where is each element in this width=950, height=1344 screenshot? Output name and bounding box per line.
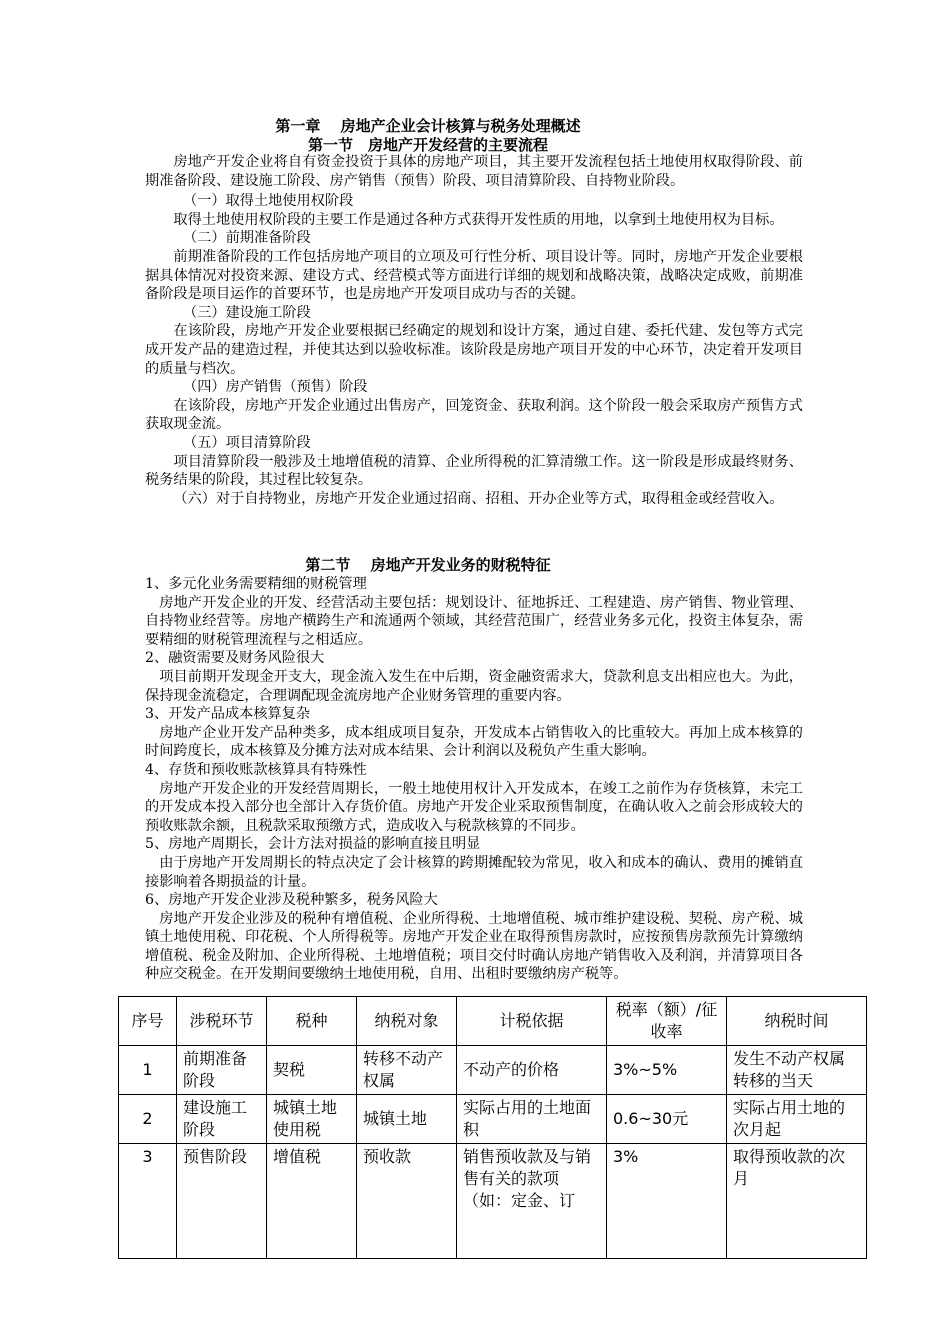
table-header-cell: 计税依据 [457,997,607,1046]
feature-heading: 2、融资需要及财务风险很大 [145,650,325,667]
table-cell: 城镇土地 [357,1095,457,1144]
table-header-cell: 涉税环节 [177,997,267,1046]
stage-6-text: （六）对于自持物业，房地产开发企业通过招商、招租、开办企业等方式，取得租金或经营收入。 [173,490,784,507]
section-2-body [145,575,803,984]
table-cell [727,1144,867,1259]
table-header-cell: 税率（额）/征收率 [607,997,727,1046]
table-header-cell: 纳税时间 [727,997,867,1046]
table-cell [607,1144,727,1259]
feature-text: 由于房地产开发周期长的特点决定了会计核算的跨期摊配较为常见，收入和成本的确认、费用的摊销直接影响着各期损益的计量。 [145,854,803,890]
table-cell: 前期准备阶段 [177,1046,267,1095]
section-2-title: 第二节 房地产开发业务的财税特征 [305,556,551,574]
table-cell: 不动产的价格 [457,1046,607,1095]
feature-heading: 5、房地产周期长，会计方法对损益的影响直接且明显 [145,836,481,853]
table-cell: 转移不动产权属 [357,1046,457,1095]
stage-heading: （一）取得土地使用权阶段 [183,193,354,210]
feature-text: 房地产开发企业的开发、经营活动主要包括：规划设计、征地拆迁、工程建造、房产销售、物业管理、自持物业经营等。房地产横跨生产和流通两个领域，其经营范围广，经营业务多元化，投资主体复杂，需要精细的财税管理流程与之相适应。 [145,594,803,648]
stage-heading: （五）项目清算阶段 [183,434,311,451]
stage-heading: （三）建设施工阶段 [183,304,311,321]
table-cell: 2 [119,1095,177,1144]
feature-text: 房地产开发企业涉及的税种有增值税、企业所得税、土地增值税、城市维护建设税、契税、房产税、城镇土地使用税、印花税、个人所得税等。房地产开发企业在取得预售房款时，应按预售房款预先计算缴纳增值税、税金及附加、企业所得税、土地增值税；项目交付时确认房地产销售收入及利润，并清算项目各种应交税金。在开发期间要缴纳土地使用税，自用、出租时要缴纳房产税等。 [145,910,803,983]
table-cell-text: 预售阶段 [183,1147,248,1166]
chapter-title: 第一章 房地产企业会计核算与税务处理概述 [275,117,581,135]
feature-text: 项目前期开发现金开支大，现金流入发生在中后期，资金融资需求大，贷款利息支出相应也大。为此，保持现金流稳定，合理调配现金流房地产企业财务管理的重要内容。 [145,668,803,704]
table-cell-text: 取得预收款的次月 [733,1147,846,1188]
table-cell [457,1144,607,1259]
tax-table [118,996,867,1259]
table-cell [177,1144,267,1259]
stage-text: 在该阶段，房地产开发企业要根据已经确定的规划和设计方案，通过自建、委托代建、发包等方式完成开发产品的建造过程，并使其达到以验收标准。该阶段是房地产项目开发的中心环节，决定着开发项目的质量与档次。 [145,323,803,377]
table-row [119,1144,867,1259]
table-header-cell: 纳税对象 [357,997,457,1046]
table-cell-text: 预收款 [363,1147,412,1166]
feature-text: 房地产开发企业的开发经营周期长，一般土地使用权计入开发成本，在竣工之前作为存货核算，未完工的开发成本投入部分也全部计入存货价值。房地产开发企业采取预售制度，在确认收入之前会形成较大的预收账款余额，且税款采取预缴方式，造成收入与税款核算的不同步。 [145,780,803,834]
stage-text: 取得土地使用权阶段的主要工作是通过各种方式获得开发性质的用地，以拿到土地使用权为目标。 [173,211,784,228]
table-cell-text: 销售预收款及与销售有关的款项（如：定金、订 [463,1147,592,1210]
table-cell: 实际占用土地的次月起 [727,1095,867,1144]
table-row [119,1095,867,1144]
table-header-row [119,997,867,1046]
table-cell: 1 [119,1046,177,1095]
table-cell: 3%~5% [607,1046,727,1095]
stage-heading: （二）前期准备阶段 [183,230,311,247]
feature-heading: 3、开发产品成本核算复杂 [145,706,311,723]
section-1-intro: 房地产开发企业将自有资金投资于具体的房地产项目，其主要开发流程包括土地使用权取得阶段、前期准备阶段、建设施工阶段、房产销售（预售）阶段、项目清算阶段、自持物业阶段。 [145,154,803,189]
table-cell-text: 增值税 [273,1147,322,1166]
table-header-cell: 序号 [119,997,177,1046]
stage-text: 在该阶段，房地产开发企业通过出售房产，回笼资金、获取利润。这个阶段一般会采取房产预售方式获取现金流。 [145,397,803,433]
stage-heading: （四）房产销售（预售）阶段 [183,379,368,396]
table-cell: 城镇土地使用税 [267,1095,357,1144]
table-cell: 实际占用的土地面积 [457,1095,607,1144]
table-cell: 发生不动产权属转移的当天 [727,1046,867,1095]
table-cell [357,1144,457,1259]
table-cell [267,1144,357,1259]
table-cell [119,1144,177,1259]
feature-heading: 4、存货和预收账款核算具有特殊性 [145,761,367,778]
table-cell-text: 3 [142,1147,153,1166]
feature-heading: 1、多元化业务需要精细的财税管理 [145,576,367,592]
table-cell: 0.6~30元 [607,1095,727,1144]
table-cell-text: 3% [613,1147,639,1166]
stage-text: 前期准备阶段的工作包括房地产项目的立项及可行性分析、项目设计等。同时，房地产开发企业要根据具体情况对投资来源、建设方式、经营模式等方面进行详细的规划和战略决策，战略决定成败，前期准备阶段是项目运作的首要环节，也是房地产开发项目成功与否的关键。 [145,248,803,303]
feature-heading: 6、房地产开发企业涉及税种繁多，税务风险大 [145,892,438,909]
section-1-body [145,153,803,508]
table-cell: 建设施工阶段 [177,1095,267,1144]
table-cell: 契税 [267,1046,357,1095]
stage-text: 项目清算阶段一般涉及土地增值税的清算、企业所得税的汇算清缴工作。这一阶段是形成最终财务、税务结果的阶段，其过程比较复杂。 [145,453,803,489]
section-1-title: 第一节 房地产开发经营的主要流程 [307,136,548,154]
table-header-cell: 税种 [267,997,357,1046]
feature-text: 房地产企业开发产品种类多，成本组成项目复杂，开发成本占销售收入的比重较大。再加上成本核算的时间跨度长，成本核算及分摊方法对成本结果、会计利润以及税负产生重大影响。 [145,724,803,760]
table-row [119,1046,867,1095]
